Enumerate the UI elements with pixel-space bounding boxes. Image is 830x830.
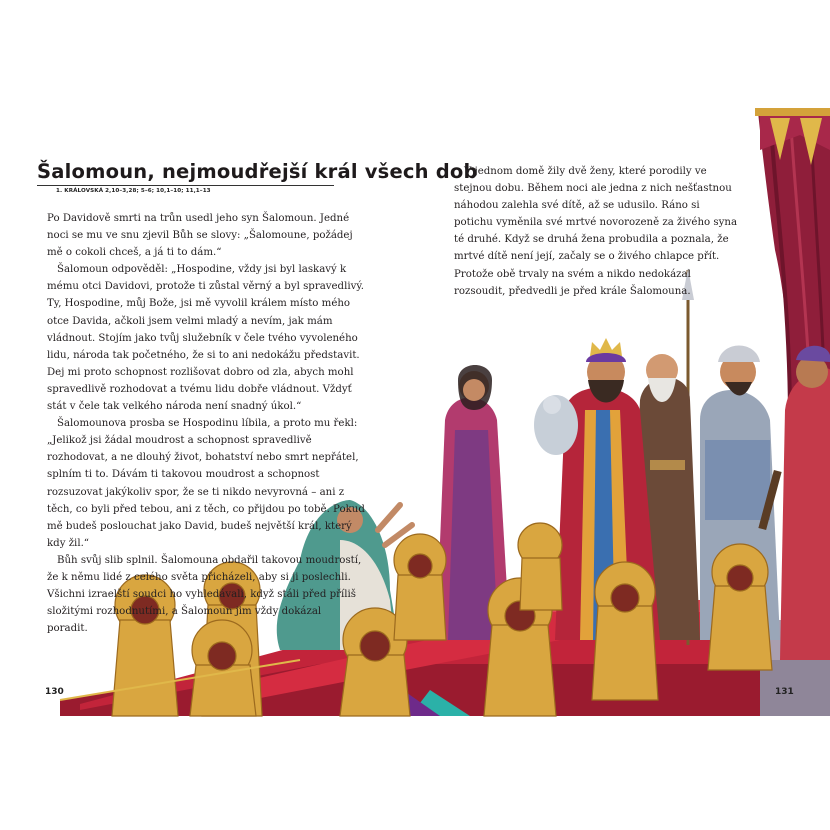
- page-number-right: 131: [775, 687, 794, 697]
- page-number-left: 130: [45, 687, 64, 697]
- paragraph: Po Davidově smrti na trůn usedl jeho syn Šalomoun. Jedné noci se mu ve snu zjevil Bůh se slovy: „Šalomoune, požádej mě o cokoli chceš, a já ti to dám.“: [47, 213, 353, 259]
- scripture-reference: 1. KRÁLOVSKÁ 2,10–3,28; 5–6; 10,1–10; 11,1–13: [56, 188, 211, 194]
- paragraph: V jednom domě žily dvě ženy, které porodily ve stejnou dobu. Během noci ale jedna z nich nešťastnou náhodou zalehla své dítě, až se udusilo. Ráno si potichu vyměnila své mrtvé novorozeně za živého syna té druhé. Když se druhá žena probudila a poznala, že mrtvé dítě není její, začaly se o živého chlapce přít. Protože obě trvaly na svém a nikdo nedokázal rozsoudit, předvedli je před krále Šalomouna.: [454, 166, 738, 297]
- paragraph: Šalomoun odpověděl: „Hospodine, vždy jsi byl laskavý k mému otci Davidovi, protože ti zůstal věrný a byl spravedlivý. Ty, Hospodine, můj Bože, jsi mě vyvolil králem místo mého otce Davida, ačkoli jsem velmi mladý a nevím, jak mám vládnout. Stojím jako tvůj služebník v čele tvého vyvoleného lidu, národa tak početného, že si to ani nedokážu představit. Dej mi proto schopnost rozlišovat dobro od zla, abych mohl spravedlivě rozhodovat a tvému lidu dobře vládnout. Vždyť stát v čele tak velkého národa není snadný úkol.“: [47, 264, 364, 413]
- guard-figure: [780, 346, 830, 660]
- right-page-text: [454, 163, 738, 300]
- paragraph: Bůh svůj slib splnil. Šalomouna obdařil takovou moudrostí, že k němu lidé z celého světa přicházeli, aby si ji poslechli. Všichni izraelští soudci ho vyhledávali, když stáli před příliš složitými rozhodnutími, a Šalomoun jim vždy dokázal poradit.: [47, 554, 362, 635]
- left-page-text: [47, 210, 365, 637]
- page-title: Šalomoun, nejmoudřejší král všech dob: [37, 160, 478, 183]
- title-underline: [37, 185, 334, 186]
- paragraph: Šalomounova prosba se Hospodinu líbila, a proto mu řekl: „Jelikož jsi žádal moudrost a schopnost spravedlivě rozhodovat, a ne dlouhý život, bohatství nebo smrt nepřátel, splním ti to. Dávám ti takovou moudrost a schopnost rozsuzovat jakýkoliv spor, že se ti nikdo nevyrovná – ani z těch, co byli před tebou, ani z těch, co přijdou po tobě. Pokud mě budeš poslouchat jako David, budeš největší král, který kdy žil.“: [47, 418, 365, 549]
